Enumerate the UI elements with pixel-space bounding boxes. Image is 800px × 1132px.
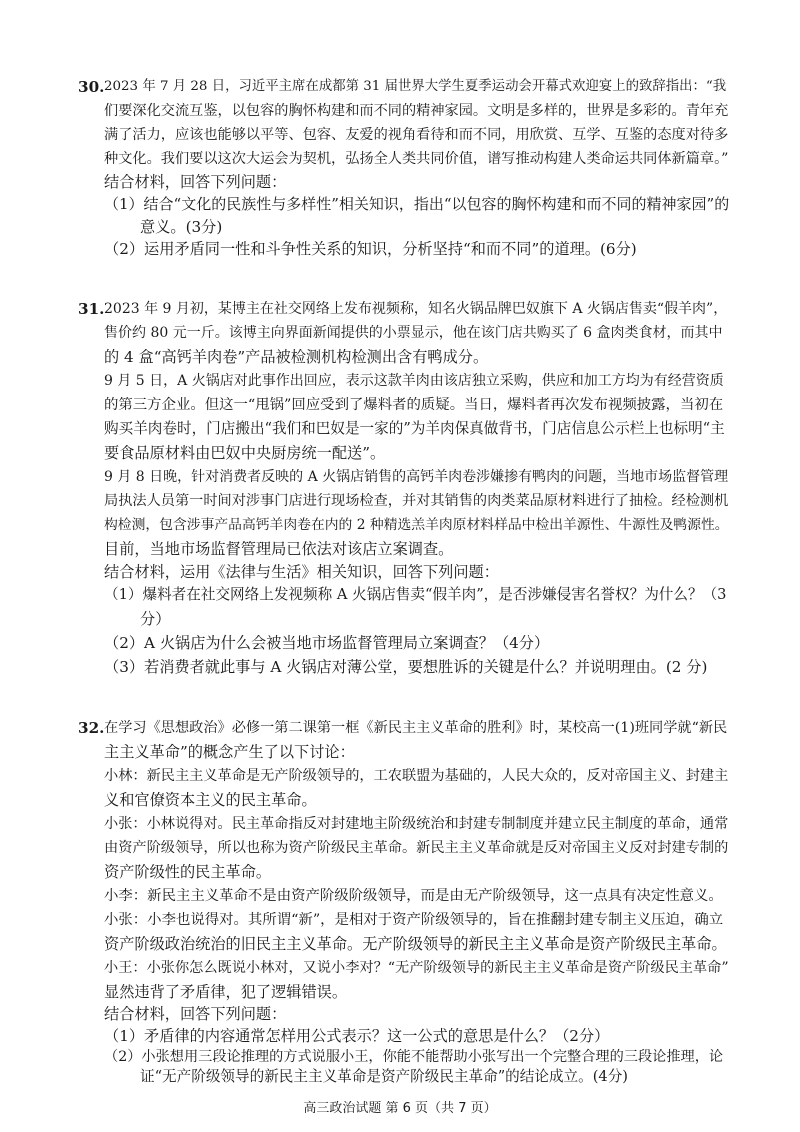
question-text-line: 2023 年 9 月初，某博主在社交网络上发布视频称，知名火锅品牌巴奴旗下 A 火锅店售卖“假羊肉”， [104, 301, 728, 317]
discussion-line: 由资产阶级领导，所以也称为资产阶级民主革命。新民主主义革命就是反对帝国主义反对封建专制的 [104, 840, 729, 856]
discussion-line: 小林：新民主主义革命是无产阶级领导的，工农联盟为基础的，人民大众的，反对帝国主义、封建主 [104, 768, 729, 784]
question-text-line: 9 月 5 日，A 火锅店对此事作出回应，表示这款羊肉由该店独立采购，供应和加工方均为有经营资质 [104, 373, 724, 389]
discussion-line: 资产阶级政治统治的旧民主主义革命。无产阶级领导的新民主主义革命是资产阶级民主革命。 [104, 935, 727, 953]
question-prompt: 结合材料，回答下列问题： [104, 173, 287, 191]
sub-question-2-cont: 证“无产阶级领导的新民主主义革命是资产阶级民主革命”的结论成立。(4分) [140, 1068, 629, 1085]
question-text-line: 2023 年 7 月 28 日，习近平主席在成都第 31 届世界大学生夏季运动会开幕式欢迎宴上的致辞指出：“我 [104, 79, 727, 94]
sub-question-3: （3）若消费者就此事与 A 火锅店对薄公堂，要想胜诉的关键是什么？并说明理由。(2 分) [104, 658, 708, 676]
question-number: 31. [78, 300, 105, 318]
discussion-line: 小王：小张你怎么既说小林对，又说小李对？“无产阶级领导的新民主主义革命是资产阶级民主革命” [104, 960, 729, 976]
question-text-line: 在学习《思想政治》必修一第二课第一框《新民主主义革命的胜利》时，某校高一(1)班同学就“新民 [104, 720, 728, 736]
discussion-line: 小李：新民主主义革命不是由资产阶级阶级领导，而是由无产阶级领导，这一点具有决定性意义。 [104, 888, 723, 904]
question-text-line: 满了活力，应该也能够以平等、包容、友爱的视角看待和而不同，用欣赏、互学、互鉴的态度对待多 [104, 127, 729, 143]
discussion-line: 小张：小林说得对。民主革命指反对封建地主阶级统治和封建专制制度并建立民主制度的革命，通常 [104, 816, 729, 832]
question-text-line: 构检测，包含涉事产品高钙羊肉卷在内的 2 种精选羔羊肉原材料样品中检出羊源性、牛源性及鸭源性。 [104, 517, 729, 533]
question-text-line: 的第三方企业。但这一“甩锅”回应受到了爆料者的质疑。当日，爆料者再次发布视频披露，当初在 [104, 397, 724, 413]
sub-question-1: （1）爆料者在社交网络上发视频称 A 火锅店售卖“假羊肉”，是否涉嫌侵害名誉权？为什么？（3 [104, 586, 727, 603]
sub-question-2: （2）运用矛盾同一性和斗争性关系的知识，分析坚持“和而不同”的道理。(6分) [104, 240, 637, 258]
discussion-line: 显然违背了矛盾律，犯了逻辑错误。 [104, 983, 347, 1001]
question-text-line: 9 月 8 日晚，针对消费者反映的 A 火锅店销售的高钙羊肉卷涉嫌掺有鸭肉的问题，当地市场监督管理 [104, 469, 729, 485]
question-text-line: 购买羊肉卷时，门店搬出“我们和巴奴是一家的”为羊肉保真做背书，门店信息公示栏上也标明“主 [104, 420, 725, 437]
question-prompt: 结合材料，运用《法律与生活》相关知识，回答下列问题： [104, 563, 499, 581]
sub-question-1-cont: 分） [140, 610, 171, 628]
question-text-line: 主主义革命”的概念产生了以下讨论： [104, 743, 355, 761]
question-text-line: 目前，当地市场监督管理局已依法对该店立案调查。 [104, 540, 454, 558]
sub-question-1: （1）结合“文化的民族性与多样性”相关知识，指出“以包容的胸怀构建和而不同的精神家园”的 [104, 195, 730, 213]
question-prompt: 结合材料，回答下列问题： [104, 1005, 287, 1023]
question-text-line: 售价约 80 元一斤。该博主向界面新闻提供的小票显示，他在该门店共购买了 6 盒肉类食材，而其中 [104, 325, 723, 341]
question-text-line: 局执法人员第一时间对涉事门店进行现场检查，并对其销售的肉类菜品原材料进行了抽检。经检测机 [104, 493, 729, 509]
question-number: 30. [78, 78, 105, 96]
question-text-line: 要食品原材料由巴奴中央厨房统一配送”。 [104, 444, 386, 462]
question-text-line: 种文化。我们要以这次大运会为契机，弘扬全人类共同价值，谱写推动构建人类命运共同体新篇章。” [104, 151, 729, 167]
sub-question-1-cont: 意义。(3分) [140, 218, 223, 236]
page-footer: 高三政治试题 第 6 页（共 7 页） [303, 1101, 497, 1116]
sub-question-1: （1）矛盾律的内容通常怎样用公式表示？这一公式的意思是什么？（2分） [104, 1027, 610, 1045]
question-text-line: 们要深化交流互鉴，以包容的胸怀构建和而不同的精神家园。文明是多样的，世界是多彩的。青年充 [104, 103, 729, 119]
discussion-line: 义和官僚资本主义的民主革命。 [104, 791, 317, 809]
question-text-line: 的 4 盒“高钙羊肉卷”产品被检测机构检测出含有鸭成分。 [104, 348, 489, 366]
sub-question-2: （2）小张想用三段论推理的方式说服小王，你能不能帮助小张写出一个完整合理的三段论推理，论 [104, 1049, 724, 1065]
discussion-line: 资产阶级性的民主革命。 [104, 863, 272, 881]
sub-question-2: （2）A 火锅店为什么会被当地市场监督管理局立案调查？（4分） [104, 634, 550, 652]
discussion-line: 小张：小李也说得对。其所谓“新”，是相对于资产阶级领导的，旨在推翻封建专制主义压迫，确立 [104, 912, 724, 928]
question-number: 32. [78, 719, 105, 737]
